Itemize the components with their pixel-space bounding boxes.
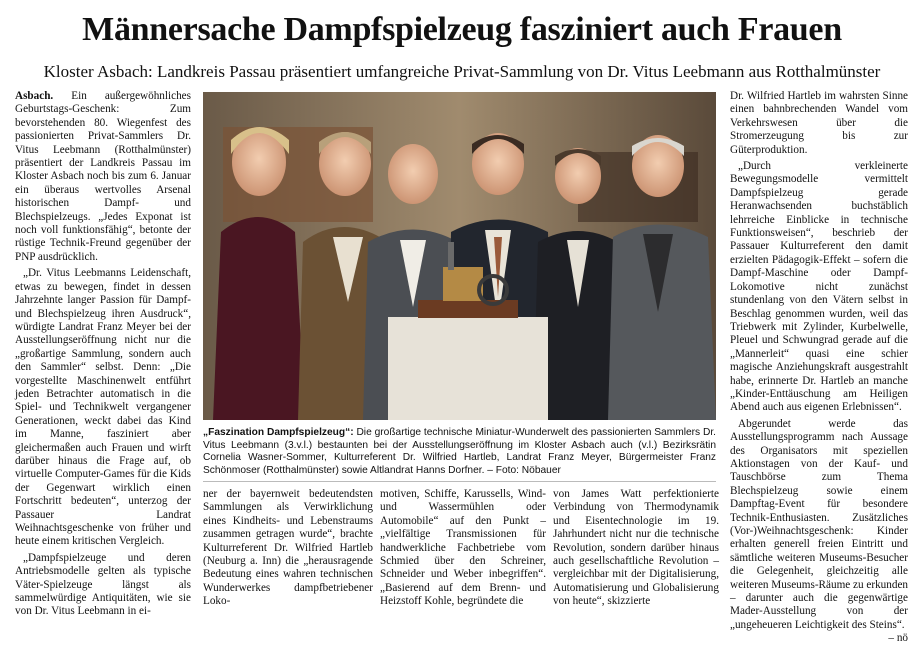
article-paragraph — [15, 90, 191, 264]
article-paragraph: von James Watt perfektionierte Verbindung von Thermodynamik und Eisentechnologie im 19. Jahrhundert nicht nur die technische Revolution, sondern darüber hinaus auch gesellschaftliche Revolution – vergleichbar mit der Digitalisierung, Automatisierung und Globalisierung von heute“, skizzierte — [553, 488, 719, 608]
photo-group-of-people — [203, 92, 716, 420]
article-column-5 — [730, 90, 908, 646]
author-signoff: – nö — [888, 632, 908, 645]
article-paragraph: „Durch verkleinerte Bewegungsmodelle vermittelt Dampfspielzeug gerade Heranwachsenden buchstäblich lehrreiche Einblicke in technische Funktionsweisen“, beschrieb der Passauer Kulturreferent den damit erzielten Pädagogik-Effekt – sofern die Dampf-Maschine oder Dampf-Lokomotive nicht zunächst stundenlang von den Vätern selbst in Beschlag genommen wurden, weil das Triebwerk mit Zylinder, Kurbelwelle, Pleuel und Schwungrad gerade auf die „Mannerleit“ quasi eine schier magische Anziehungskraft ausgestrahlt habe, erinnerte Dr. Hartleb an manche „Kinder-Enttäuschung am Heiligen Abend auch aus eigenen Erlebnissen“. — [730, 160, 908, 414]
headline: Männersache Dampfspielzeug fasziniert auch Frauen — [82, 11, 842, 48]
article-column-4 — [553, 488, 719, 609]
photo-caption — [203, 427, 716, 477]
caption-divider — [203, 481, 716, 482]
article-photo — [203, 92, 716, 420]
article-paragraph: Dr. Wilfried Hartleb im wahrsten Sinne einen bahnbrechenden Wandel vom Verkehrswesen über die Stromerzeugung bis zur Güterproduktion. — [730, 90, 908, 156]
paragraph-text: Ein außergewöhnliches Geburtstags-Geschenk: Zum bevorstehenden 80. Wiegenfest des passionierten Privat-Sammlers Dr. Vitus Leebmann (Rotthalmünster) präsentiert der Landkreis Passau im Kloster Asbach noch bis zum 6. Januar ein überaus wertvolles Arsenal historischen Dampf- und Blechspielzeugs. „Jedes Exponat ist noch voll funktionsfähig“, betonte der rüstige Technik-Freund gegenüber der PNP ausdrücklich. — [15, 90, 191, 263]
photo-credit: – Foto: Nöbauer — [484, 464, 561, 476]
article-paragraph: motiven, Schiffe, Karussells, Wind- und Wassermühlen oder Automobile“ auf den Punkt – „vielfältige Transmissionen für handwerkliche Fachbetriebe vom Schmied über den Schreiner, Schneider und Weber inbegriffen“. „Basierend auf dem Brenn- und Heizstoff Kohle, begründete die — [380, 488, 546, 608]
article-paragraph — [730, 417, 909, 645]
caption-title: „Faszination Dampfspielzeug“: — [203, 427, 354, 438]
article-column-3 — [380, 488, 546, 609]
article-paragraph: ner der bayernweit bedeutendsten Sammlungen als Verwirklichung eines Kindheits- und Lebenstraums zusammen getragen wurde“, brachte Kulturreferent Dr. Wilfried Hartleb (Neuburg a. Inn) die „herausragende Bedeutung eines wahren technischen Wunderwerkes dampfbetriebener Loko- — [203, 488, 373, 608]
article-column-1 — [15, 90, 191, 619]
dateline: Asbach. — [15, 90, 54, 102]
article-paragraph: „Dr. Vitus Leebmanns Leidenschaft, etwas zu bewegen, findet in dessen Jahrzehnte langer Passion für Dampf- und Blechspielzeug ihren Ausdruck“, würdigte Landrat Franz Meyer bei der Ausstellungseröffnung nicht nur die „großartige Sammlung, sondern auch den Sammler“ selbst. Denn: „Die vorgestellte Maschinenwelt entführt jeden Betrachter automatisch in die Spiel- und Technikwelt vergangener Generationen, weckt dabei das Kind im Manne, fasziniert aber gleichermaßen auch Frauen und wirft darüber hinaus die Frage auf, ob virtuelle Computer-Games für die Kids der Gegenwart wirklich einen Fortschritt bedeuten“, unterzog der Passauer Landrat Weihnachtsgeschenke von früher und heute einem kritischen Vergleich. — [15, 267, 191, 548]
subheadline: Kloster Asbach: Landkreis Passau präsentiert umfangreiche Privat-Sammlung von Dr. Vitus Leebmann aus Rotthalmünster — [43, 62, 881, 81]
paragraph-text: Abgerundet werde das Ausstellungsprogramm nach Aussage des Organisators mit speziellen Aktionstagen von der Kauf- und Tauschbörse zum Thema Blechspielzeug sowie einem Dampftag-Event für besondere Technik-Enthusiasten. Zusätzliches (Vor-)Weihnachtsgeschenk: Kinder erhalten generell freien Eintritt und sämtliche weiteren Museums-Besucher die Gelegenheit, gleichzeitig alle weiteren Museums-Räume zu erkunden – darunter auch die gegenwärtige Mader-Ausstellung von der „ungeheueren Leichtigkeit des Steins“. — [730, 417, 909, 631]
caption-text: Die großartige technische Miniatur-Wunderwelt des passionierten Sammlers Dr. Vitus Leebmann (3.v.l.) bestaunten bei der Ausstellungseröffnung im Kloster Asbach auch (v.l.) Bezirksrätin Cornelia Wasner-Sommer, Kulturreferent Dr. Wilfried Hartleb, Landrat Franz Meyer, Bürgermeister Franz Schönmoser (Rotthalmünster) sowie Altlandrat Hanns Dorfner. — [203, 427, 716, 476]
article-column-2 — [203, 488, 373, 609]
article-paragraph: „Dampfspielzeuge und deren Antriebsmodelle gelten als typische Väter-Spielzeuge längst als sammelwürdige Antiquitäten, wie sie von Dr. Vitus Leebmann in ei- — [15, 551, 191, 618]
